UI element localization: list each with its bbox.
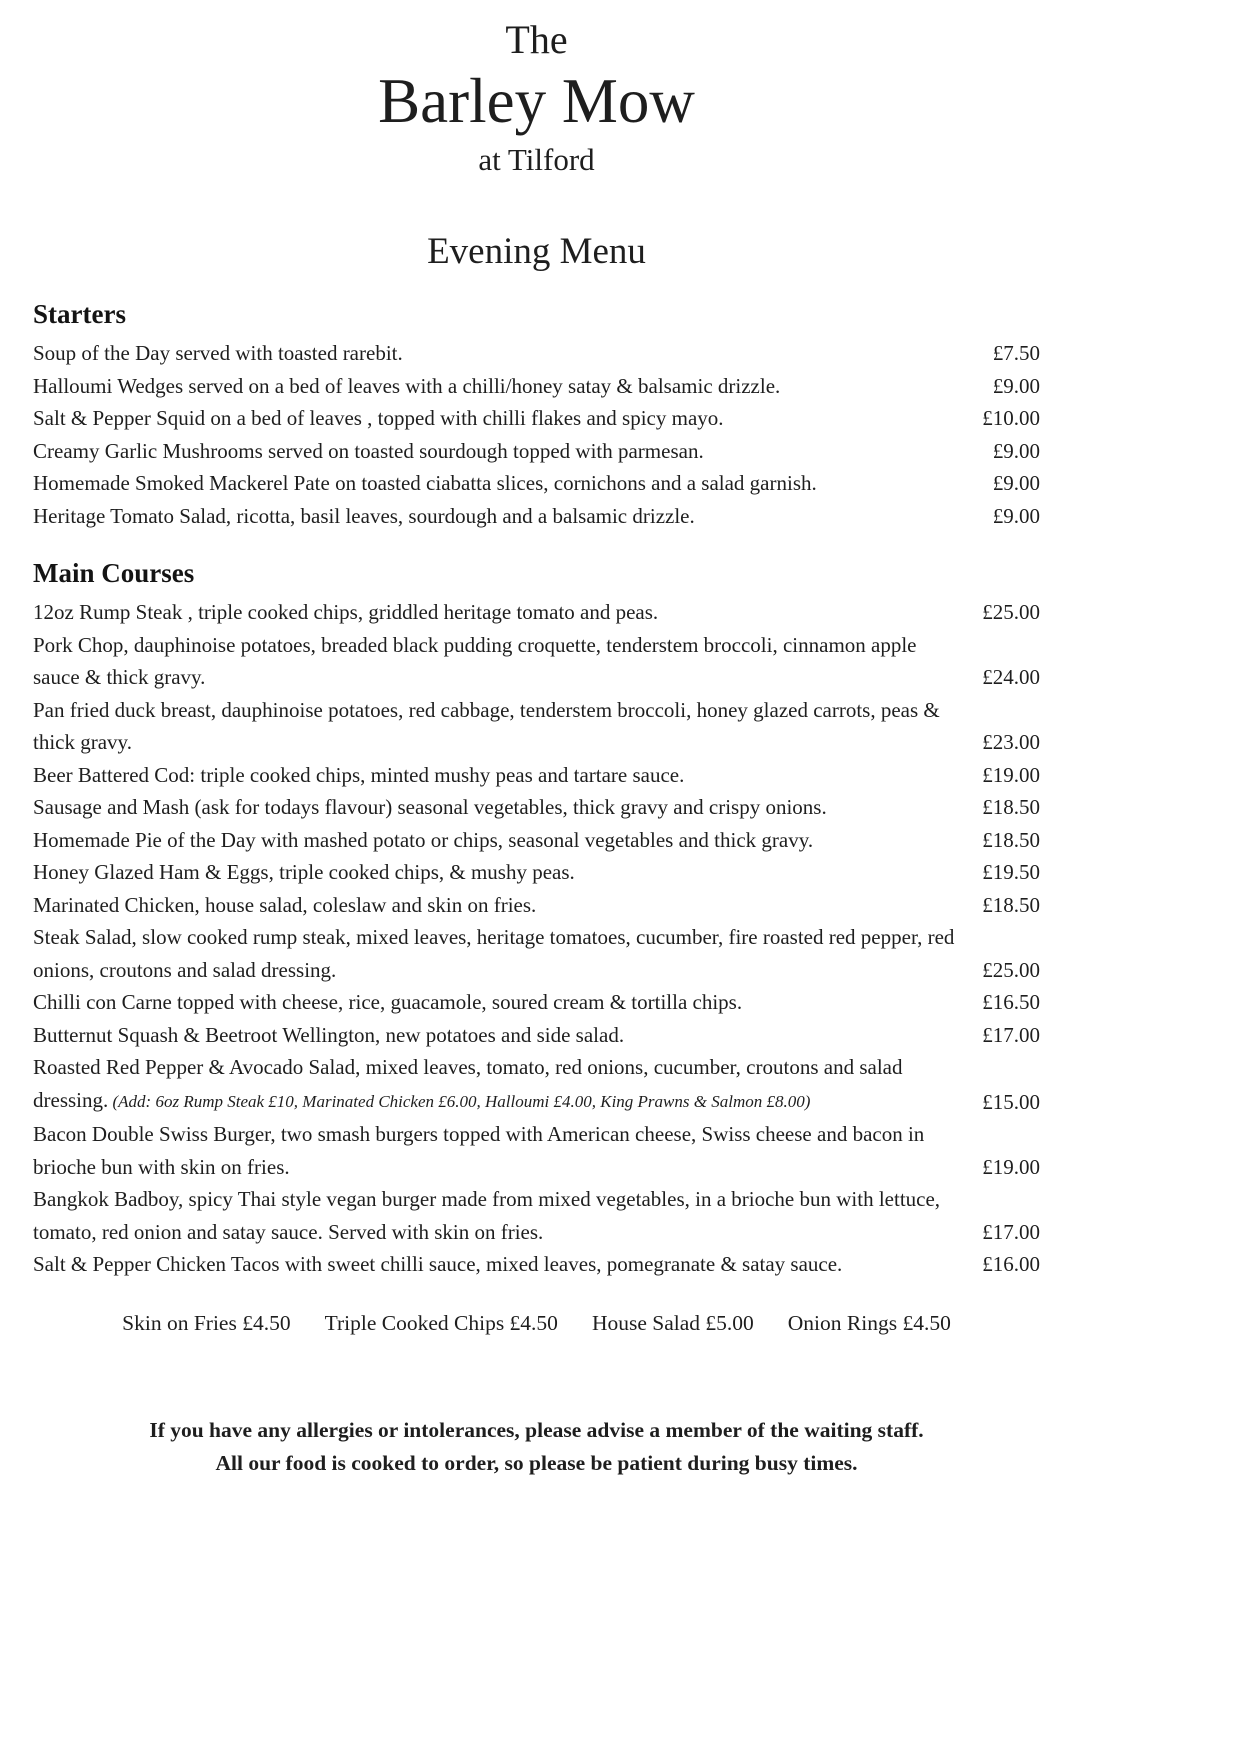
- item-price: £19.00: [982, 1154, 1040, 1179]
- menu-item: [33, 467, 1040, 500]
- item-price: £23.00: [982, 730, 1040, 755]
- item-price: £7.50: [992, 341, 1040, 366]
- menu-item: [33, 986, 1040, 1019]
- side-item: House Salad £5.00: [591, 1310, 754, 1335]
- item-price: £17.00: [982, 1022, 1040, 1047]
- side-item: Skin on Fries £4.50: [122, 1310, 291, 1335]
- item-price: £24.00: [982, 665, 1040, 690]
- item-description: Steak Salad, slow cooked rump steak, mixed leaves, heritage tomatoes, cucumber, fire roasted red pepper, red onions, croutons and salad dressing.: [33, 925, 955, 982]
- item-description: Heritage Tomato Salad, ricotta, basil leaves, sourdough and a balsamic drizzle.: [33, 503, 695, 528]
- item-price: £9.00: [992, 471, 1040, 496]
- menu-item: [33, 759, 1040, 792]
- restaurant-name: Barley Mow: [378, 66, 695, 136]
- item-description: Halloumi Wedges served on a bed of leaves with a chilli/honey satay & balsamic drizzle.: [33, 373, 781, 398]
- menu-item: [33, 337, 1040, 370]
- item-description: Chilli con Carne topped with cheese, rice, guacamole, soured cream & tortilla chips.: [33, 990, 743, 1015]
- sides-line: [33, 1311, 1040, 1336]
- item-price: £18.50: [982, 795, 1040, 820]
- item-price: £17.00: [982, 1219, 1040, 1244]
- menu-item: [33, 370, 1040, 403]
- item-description: Bangkok Badboy, spicy Thai style vegan burger made from mixed vegetables, in a brioche bun with lettuce, tomato, red onion and satay sauce. Served with skin on fries.: [33, 1187, 941, 1244]
- item-description: Beer Battered Cod: triple cooked chips, minted mushy peas and tartare sauce.: [33, 762, 685, 787]
- item-price: £19.00: [982, 762, 1040, 787]
- patience-notice: All our food is cooked to order, so please be patient during busy times.: [215, 1450, 858, 1475]
- item-description: Salt & Pepper Squid on a bed of leaves , topped with chilli flakes and spicy mayo.: [33, 406, 724, 431]
- menu-item: [33, 596, 1040, 629]
- menu-sections: [33, 299, 1040, 1281]
- item-note: (Add: 6oz Rump Steak £10, Marinated Chicken £6.00, Halloumi £4.00, King Prawns & Salmon £8.00): [108, 1091, 811, 1111]
- item-price: £16.00: [982, 1252, 1040, 1277]
- item-price: £18.50: [982, 892, 1040, 917]
- section-heading-starters: Starters: [33, 299, 126, 330]
- item-price: £18.50: [982, 827, 1040, 852]
- item-price: £9.00: [992, 438, 1040, 463]
- side-item: Onion Rings £4.50: [787, 1310, 951, 1335]
- restaurant-name-prefix: The: [505, 17, 568, 62]
- item-description: Homemade Smoked Mackerel Pate on toasted ciabatta slices, cornichons and a salad garnish.: [33, 471, 817, 496]
- menu-item: [33, 1019, 1040, 1052]
- item-description: Butternut Squash & Beetroot Wellington, new potatoes and side salad.: [33, 1022, 625, 1047]
- item-price: £9.00: [992, 503, 1040, 528]
- menu-item: [33, 889, 1040, 922]
- menu-item: [33, 402, 1040, 435]
- item-price: £19.50: [982, 860, 1040, 885]
- item-price: £9.00: [992, 373, 1040, 398]
- menu-item: [33, 500, 1040, 533]
- menu-item: [33, 629, 1040, 694]
- menu-item: [33, 1051, 1040, 1118]
- side-item: Triple Cooked Chips £4.50: [324, 1310, 558, 1335]
- section-heading-main-courses: Main Courses: [33, 558, 195, 589]
- item-description: Sausage and Mash (ask for todays flavour) seasonal vegetables, thick gravy and crispy onions.: [33, 795, 827, 820]
- item-description: Salt & Pepper Chicken Tacos with sweet chilli sauce, mixed leaves, pomegranate & satay sauce.: [33, 1252, 843, 1277]
- menu-item: [33, 791, 1040, 824]
- item-description: 12oz Rump Steak , triple cooked chips, griddled heritage tomato and peas.: [33, 600, 659, 625]
- restaurant-location: at Tilford: [478, 142, 595, 178]
- menu-item: [33, 1183, 1040, 1248]
- item-price: £25.00: [982, 600, 1040, 625]
- menu-title: Evening Menu: [427, 231, 646, 273]
- item-description: Homemade Pie of the Day with mashed potato or chips, seasonal vegetables and thick gravy.: [33, 827, 814, 852]
- item-description: Creamy Garlic Mushrooms served on toasted sourdough topped with parmesan.: [33, 438, 704, 463]
- allergy-notice: If you have any allergies or intolerances, please advise a member of the waiting staff.: [149, 1417, 924, 1442]
- item-description: Roasted Red Pepper & Avocado Salad, mixed leaves, tomato, red onions, cucumber, croutons and salad dressing. (Add: 6oz Rump Steak £10, Marinated Chicken £6.00, Halloumi £4.00, King Prawns & Salmon £8.00): [33, 1055, 903, 1112]
- item-description: Honey Glazed Ham & Eggs, triple cooked chips, & mushy peas.: [33, 860, 575, 885]
- menu-item: [33, 1248, 1040, 1281]
- menu-item: [33, 824, 1040, 857]
- item-description: Pork Chop, dauphinoise potatoes, breaded black pudding croquette, tenderstem broccoli, cinnamon apple sauce & thick gravy.: [33, 632, 917, 690]
- item-description: Soup of the Day served with toasted rarebit.: [33, 341, 403, 366]
- menu-item: [33, 1118, 1040, 1183]
- item-description: Pan fried duck breast, dauphinoise potatoes, red cabbage, tenderstem broccoli, honey glazed carrots, peas & thick gravy.: [33, 697, 940, 755]
- menu-header: [33, 18, 1040, 273]
- menu-item: [33, 694, 1040, 759]
- item-price: £25.00: [982, 957, 1040, 982]
- item-description: Marinated Chicken, house salad, coleslaw and skin on fries.: [33, 892, 537, 917]
- menu-item: [33, 856, 1040, 889]
- item-price: £10.00: [982, 406, 1040, 431]
- item-price: £16.50: [982, 990, 1040, 1015]
- menu-item: [33, 921, 1040, 986]
- menu-item: [33, 435, 1040, 468]
- item-description: Bacon Double Swiss Burger, two smash burgers topped with American cheese, Swiss cheese and bacon in brioche bun with skin on fries.: [33, 1122, 925, 1179]
- menu-footer: [33, 1414, 1040, 1480]
- item-price: £15.00: [982, 1089, 1040, 1114]
